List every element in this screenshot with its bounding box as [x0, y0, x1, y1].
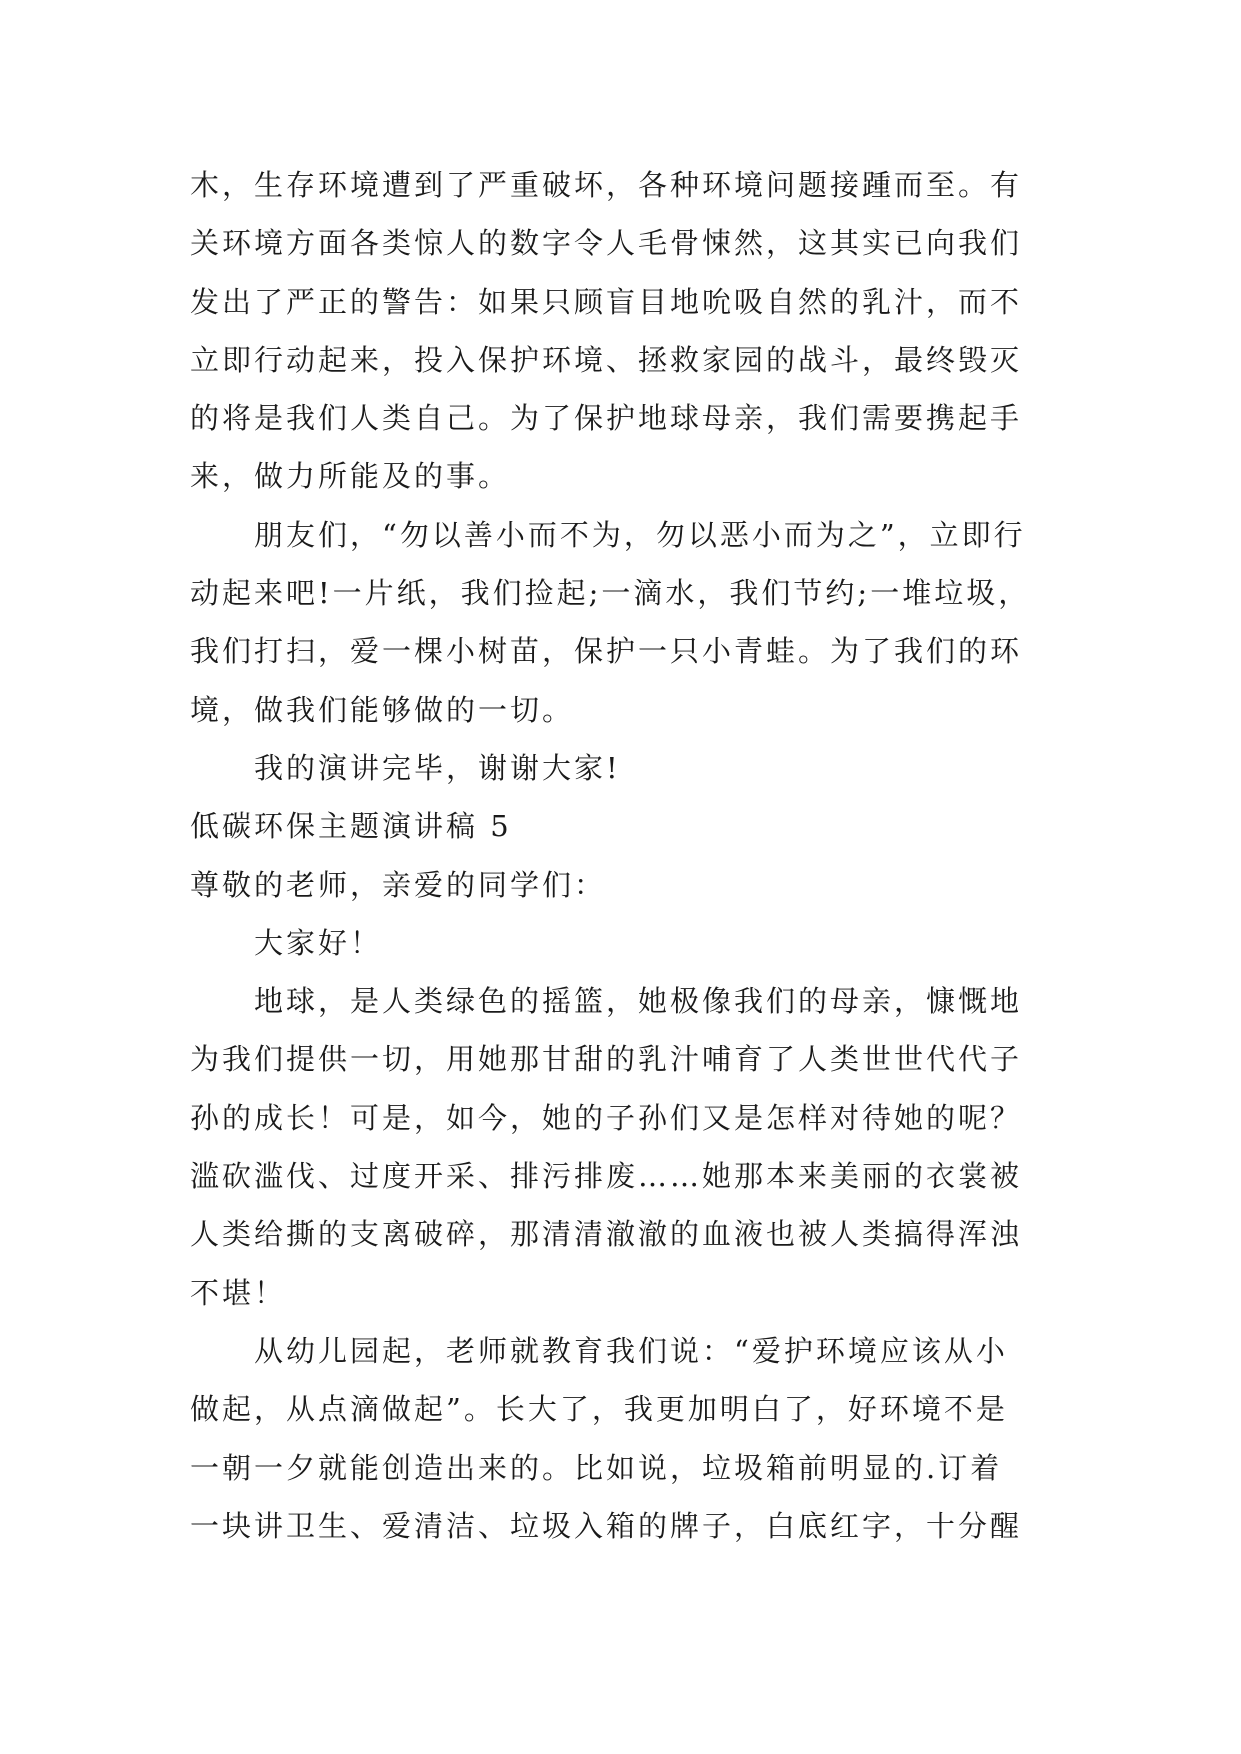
text-line: 做起，从点滴做起”。长大了，我更加明白了，好环境不是 — [190, 1392, 1008, 1427]
text-line: 人类给撕的支离破碎，那清清澈澈的血液也被人类搞得浑浊 — [190, 1217, 1023, 1252]
text-line: 我们打扫，爱一棵小树苗，保护一只小青蛙。为了我们的环 — [190, 634, 1023, 669]
text-line: 不堪！ — [190, 1275, 287, 1310]
greeting: 大家好！ — [254, 925, 383, 960]
section-heading: 低碳环保主题演讲稿 5 — [190, 809, 512, 844]
paragraph-first-line: 朋友们，“勿以善小而不为，勿以恶小而为之”，立即行 — [254, 517, 1026, 552]
text-line: 关环境方面各类惊人的数字令人毛骨悚然，这其实已向我们 — [190, 226, 1023, 261]
text-line: 孙的成长！可是，如今，她的子孙们又是怎样对待她的呢？ — [190, 1100, 1023, 1135]
text-line: 一朝一夕就能创造出来的。比如说，垃圾箱前明显的.订着 — [190, 1450, 1003, 1485]
text-line: 滥砍滥伐、过度开采、排污排废……她那本来美丽的衣裳被 — [190, 1159, 1023, 1194]
text-line: 来，做力所能及的事。 — [190, 459, 511, 494]
text-line: 发出了严正的警告：如果只顾盲目地吮吸自然的乳汁，而不 — [190, 284, 1023, 319]
text-line: 一块讲卫生、爱清洁、垃圾入箱的牌子，白底红字，十分醒 — [190, 1508, 1023, 1543]
text-line: 木，生存环境遭到了严重破坏，各种环境问题接踵而至。有 — [190, 168, 1023, 202]
paragraph-first-line: 从幼儿园起，老师就教育我们说：“爱护环境应该从小 — [254, 1333, 1008, 1368]
text-line: 立即行动起来，投入保护环境、拯救家园的战斗，最终毁灭 — [190, 342, 1023, 377]
text-line: 为我们提供一切，用她那甘甜的乳汁哺育了人类世世代代子 — [190, 1042, 1023, 1077]
paragraph-first-line: 地球，是人类绿色的摇篮，她极像我们的母亲，慷慨地 — [254, 984, 1023, 1019]
text-line: 境，做我们能够做的一切。 — [190, 692, 575, 727]
salutation: 尊敬的老师，亲爱的同学们： — [190, 867, 607, 902]
document-body — [190, 156, 1070, 1555]
closing-line: 我的演讲完毕，谢谢大家! — [254, 750, 621, 785]
text-line: 动起来吧!一片纸，我们捡起;一滴水，我们节约;一堆垃圾， — [190, 576, 1031, 611]
text-line: 的将是我们人类自己。为了保护地球母亲，我们需要携起手 — [190, 401, 1023, 436]
